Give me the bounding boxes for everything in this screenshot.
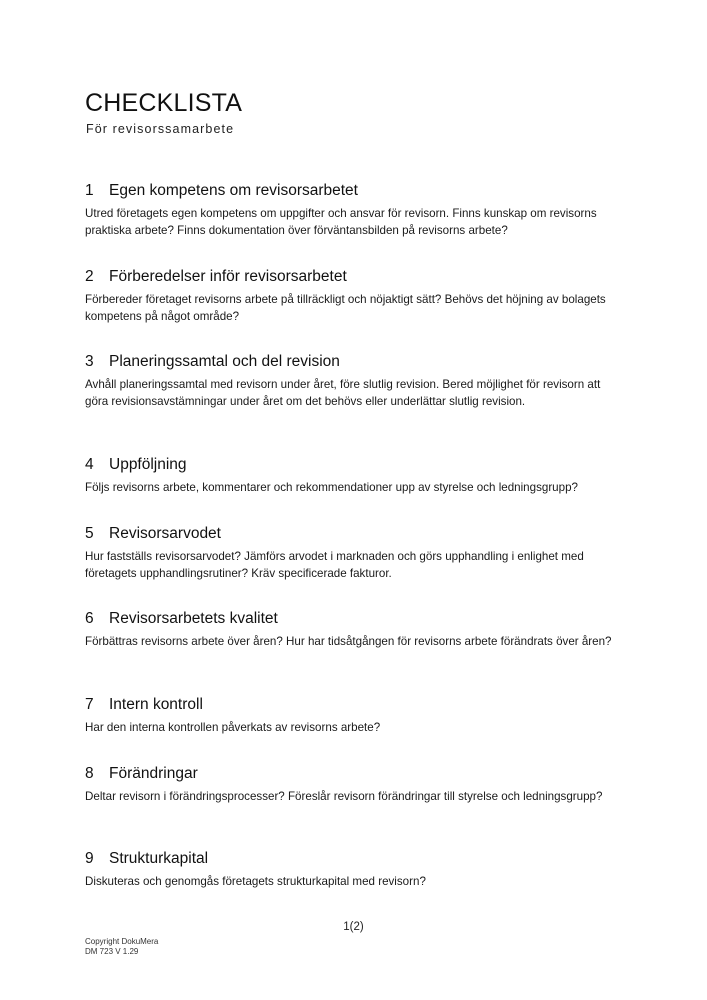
section-number: 1	[85, 182, 94, 199]
section-title: Uppföljning	[109, 456, 187, 473]
section-body: Följs revisorns arbete, kommentarer och rekommendationer upp av styrelse och ledningsgrupp?	[85, 481, 578, 494]
section-6	[85, 609, 625, 650]
section-body: Har den interna kontrollen påverkats av revisorns arbete?	[85, 721, 381, 734]
document-subtitle: För revisorssamarbete	[86, 122, 235, 136]
section-body: Deltar revisorn i förändringsprocesser? Föreslår revisorn förändringar till styrelse och ledningsgrupp?	[85, 790, 603, 803]
section-number: 2	[85, 268, 94, 285]
section-3	[85, 352, 625, 410]
section-heading	[85, 524, 625, 544]
section-heading	[85, 764, 625, 784]
section-5	[85, 524, 625, 582]
section-title: Förberedelser inför revisorsarbetet	[109, 268, 347, 285]
section-8	[85, 764, 625, 805]
section-title: Planeringssamtal och del revision	[109, 353, 340, 370]
section-2	[85, 267, 625, 325]
section-number: 9	[85, 850, 94, 867]
section-number: 3	[85, 353, 94, 370]
section-heading	[85, 267, 625, 287]
section-number: 5	[85, 525, 94, 542]
section-heading	[85, 849, 625, 869]
section-number: 6	[85, 610, 94, 627]
section-number: 8	[85, 765, 94, 782]
footer-doc-id: DM 723 V 1.29	[85, 947, 139, 956]
section-1	[85, 181, 625, 239]
section-heading	[85, 181, 625, 201]
section-heading	[85, 695, 625, 715]
section-body: Utred företagets egen kompetens om uppgifter och ansvar för revisorn. Finns kunskap om revisorns praktiska arbete? Finns dokumentation över förväntansbilden på revisorns arbete?	[85, 207, 597, 238]
section-heading	[85, 352, 625, 372]
section-body: Förbättras revisorns arbete över åren? Hur har tidsåtgången för revisorns arbete förändrats över åren?	[85, 635, 612, 648]
page-number: 1(2)	[343, 921, 364, 933]
section-body: Hur fastställs revisorsarvodet? Jämförs arvodet i marknaden och görs upphandling i enlighet med företagets upphandlingsrutiner? Kräv specificerade fakturor.	[85, 550, 584, 581]
section-title: Strukturkapital	[109, 850, 209, 867]
section-title: Intern kontroll	[109, 696, 203, 713]
footer-copyright: Copyright DokuMera	[85, 937, 159, 946]
section-title: Revisorsarvodet	[109, 525, 221, 542]
section-body: Diskuteras och genomgås företagets strukturkapital med revisorn?	[85, 875, 426, 888]
document-title: CHECKLISTA	[85, 89, 243, 117]
section-body: Förbereder företaget revisorns arbete på tillräckligt och nöjaktigt sätt? Behövs det höjning av bolagets kompetens på något område?	[85, 293, 606, 324]
section-7	[85, 695, 625, 736]
section-heading	[85, 455, 625, 475]
footer	[85, 937, 158, 957]
section-number: 4	[85, 456, 94, 473]
section-9	[85, 849, 625, 890]
section-body: Avhåll planeringssamtal med revisorn under året, före slutlig revision. Bered möjlighet för revisorn att göra revisionsavstämningar under året om det behövs eller underlättar slutlig revision.	[85, 378, 601, 409]
section-title: Förändringar	[109, 765, 198, 782]
section-title: Revisorsarbetets kvalitet	[109, 610, 278, 627]
section-number: 7	[85, 696, 94, 713]
section-4	[85, 455, 625, 496]
section-heading	[85, 609, 625, 629]
section-title: Egen kompetens om revisorsarbetet	[109, 182, 358, 199]
